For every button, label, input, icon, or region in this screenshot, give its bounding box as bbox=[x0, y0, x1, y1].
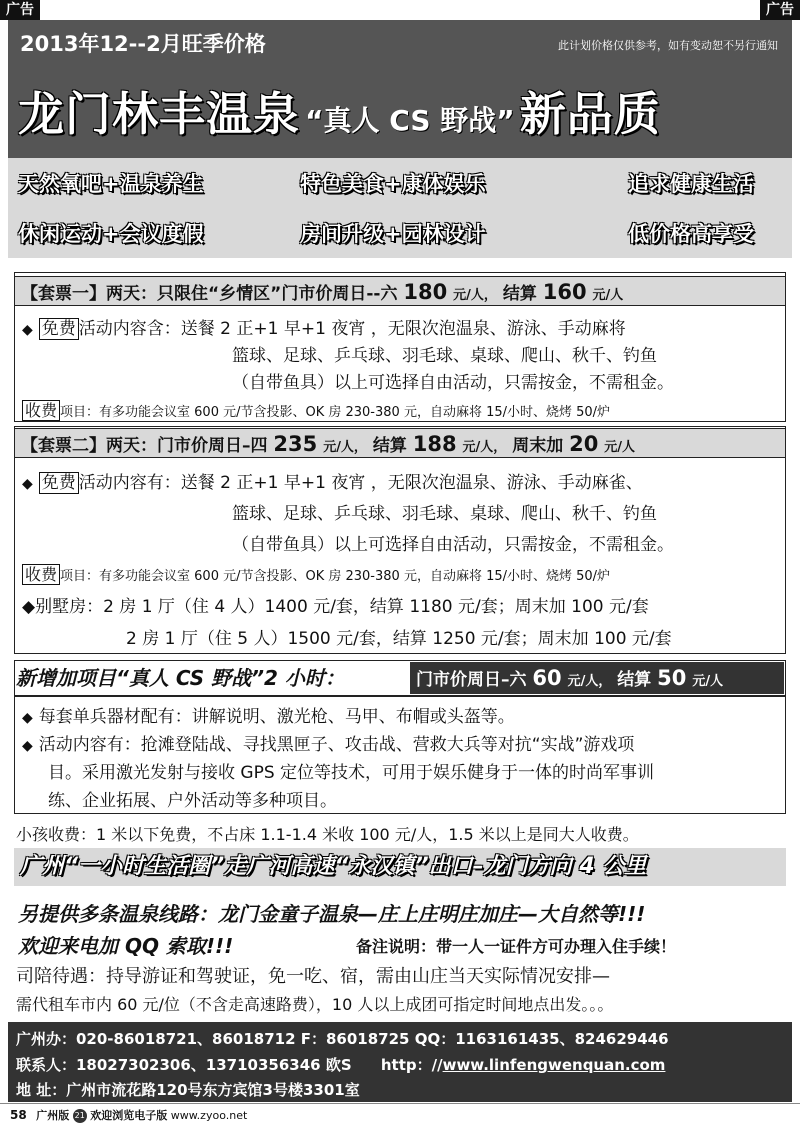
package1-settle-label: 结算 bbox=[502, 284, 537, 304]
package2-header-text: 【套票二】两天：门市价周日–四 bbox=[21, 436, 268, 456]
package1-paid-text: 项目：有多功能会议室 600 元/节含投影、OK 房 230-380 元，自动麻将 15/小时、烧烤 50/炉 bbox=[60, 405, 611, 420]
footer bbox=[10, 1107, 247, 1123]
season-heading: 2013年12--2月旺季价格 bbox=[20, 32, 266, 56]
package2-settle: 188 bbox=[412, 432, 457, 456]
cs-settle: 50 bbox=[657, 666, 687, 690]
package2-unit: 元/人， bbox=[462, 440, 507, 455]
new-quality: 新品质 bbox=[519, 87, 661, 141]
edition: 广州版 bbox=[36, 1109, 70, 1122]
price-notice: 此计划价格仅供参考，如有变动恕不另行通知 bbox=[558, 39, 778, 52]
ad-label-right: 广告 bbox=[760, 0, 800, 20]
diamond-bullet-icon: ◆ bbox=[22, 738, 33, 754]
driver-line2: 需代租车市内 60 元/位（不含走高速路费），10 人以上成团可指定时间地点出发。。。 bbox=[16, 995, 614, 1014]
feature-item: 低价格高享受 bbox=[628, 222, 754, 246]
page-number: 58 bbox=[10, 1108, 27, 1122]
cs-item2 bbox=[22, 730, 634, 755]
cs-item1-text: 每套单兵器材配有：讲解说明、激光枪、马甲、布帽或头盔等。 bbox=[38, 707, 515, 727]
package2-free-line3: （自带鱼具）以上可选择自由活动，只需按金，不需租金。 bbox=[232, 535, 674, 555]
package2-free-line2: 篮球、足球、乒乓球、羽毛球、桌球、爬山、秋千、钓鱼 bbox=[232, 504, 657, 524]
cs-item2-line3: 练、企业拓展、户外活动等多种项目。 bbox=[48, 791, 337, 811]
free-label: 免费 bbox=[39, 318, 79, 340]
contact-person-text: 联系人：18027302306、13710356346 欧S bbox=[16, 1056, 352, 1074]
package1-header-text: 【套票一】两天：只限住“乡情区”门市价周日--六 bbox=[21, 284, 398, 304]
contact-phone: 广州办：020-86018721、86018712 F：86018725 QQ：1163161435、824629446 bbox=[16, 1030, 669, 1048]
footer-site[interactable]: www.zyoo.net bbox=[170, 1109, 248, 1122]
paid-label: 收费 bbox=[22, 564, 60, 585]
extra-lines: 另提供多条温泉线路：龙门金童子温泉—庄上庄明庄加庄—大自然等!!! bbox=[18, 902, 646, 926]
package2-unit: 元/人 bbox=[604, 440, 636, 455]
package1-unit: 元/人 bbox=[592, 288, 624, 303]
website-link[interactable]: www.linfengwenquan.com bbox=[442, 1056, 666, 1074]
qq-request: 欢迎来电加 QQ 索取!!! bbox=[18, 934, 234, 958]
feature-item: 特色美食+康体娱乐 bbox=[300, 172, 486, 196]
feature-item: 房间升级+园林设计 bbox=[300, 222, 486, 246]
package1-price: 180 bbox=[403, 280, 448, 304]
package2-free-line bbox=[22, 468, 643, 493]
package1-free-line3: （自带鱼具）以上可选择自由活动，只需按金，不需租金。 bbox=[232, 373, 674, 393]
contact-person bbox=[16, 1054, 665, 1075]
ad-label-left: 广告 bbox=[0, 0, 40, 20]
cs-item1 bbox=[22, 702, 515, 727]
feature-item: 天然氧吧+温泉养生 bbox=[18, 172, 204, 196]
package1-settle: 160 bbox=[542, 280, 587, 304]
resort-title bbox=[18, 78, 661, 144]
package2-paid-line bbox=[22, 562, 610, 585]
cs-price-box bbox=[410, 662, 784, 694]
package2-paid-text: 项目：有多功能会议室 600 元/节含投影、OK 房 230-380 元，自动麻将 15/小时、烧烤 50/炉 bbox=[60, 569, 611, 584]
publisher-logo-icon: 21 bbox=[73, 1109, 87, 1123]
diamond-bullet-icon: ◆ bbox=[22, 322, 33, 338]
package1-free-line bbox=[22, 314, 626, 339]
cs-price: 60 bbox=[532, 666, 562, 690]
feature-item: 休闲运动+会议度假 bbox=[18, 222, 204, 246]
feature-item: 追求健康生活 bbox=[628, 172, 754, 196]
package1-paid-line bbox=[22, 398, 610, 421]
package1-unit: 元/人， bbox=[453, 288, 497, 303]
package1-header bbox=[14, 276, 786, 306]
package2-weekend-label: 周末加 bbox=[512, 436, 564, 456]
cs-settle-label: 结算 bbox=[617, 670, 652, 690]
villa-line1: ◆别墅房：2 房 1 厅（住 4 人）1400 元/套，结算 1180 元/套；周末加 100 元/套 bbox=[22, 597, 649, 617]
package2-price: 235 bbox=[273, 432, 318, 456]
cs-quote: “真人 CS 野战” bbox=[305, 104, 515, 137]
cs-unit: 元/人， bbox=[567, 674, 612, 689]
cs-price-text: 门市价周日–六 bbox=[416, 670, 527, 690]
package1-free-line2: 篮球、足球、乒乓球、羽毛球、桌球、爬山、秋千、钓鱼 bbox=[232, 346, 657, 366]
cs-item2-line2: 目。采用激光发射与接收 GPS 定位等技术，可用于娱乐健身于一体的时尚军事训 bbox=[48, 763, 655, 783]
paid-label: 收费 bbox=[22, 400, 60, 421]
diamond-bullet-icon: ◆ bbox=[22, 710, 33, 726]
package1-free-text: 活动内容含：送餐 2 正+1 早+1 夜宵 ，无限次泡温泉、游泳、手动麻将 bbox=[78, 319, 626, 339]
contact-address: 地 址：广州市流花路120号东方宾馆3号楼3301室 bbox=[16, 1081, 360, 1099]
resort-name: 龙门林丰温泉 bbox=[18, 87, 300, 141]
villa-line2: 2 房 1 厅（住 5 人）1500 元/套，结算 1250 元/套；周末加 100 元/套 bbox=[126, 629, 672, 649]
remark: 备注说明：带一人一证件方可办理入住手续！ bbox=[356, 937, 677, 956]
package2-settle-label: 结算 bbox=[372, 436, 407, 456]
footer-divider bbox=[0, 1103, 800, 1104]
driver-line1: 司陪待遇：持导游证和驾驶证，免一吃、宿，需由山庄当天实际情况安排— bbox=[16, 966, 610, 987]
package2-weekend: 20 bbox=[569, 432, 599, 456]
cs-unit: 元/人 bbox=[692, 674, 724, 689]
welcome-text: 欢迎浏览电子版 bbox=[90, 1109, 168, 1122]
url-prefix: http：// bbox=[380, 1056, 443, 1074]
diamond-bullet-icon: ◆ bbox=[22, 476, 33, 492]
cs-item2-text: 活动内容有：抢滩登陆战、寻找黑匣子、攻击战、营救大兵等对抗“实战”游戏项 bbox=[38, 735, 635, 755]
package2-unit: 元/人， bbox=[323, 440, 367, 455]
cs-title: 新增加项目“真人 CS 野战”2 小时： bbox=[16, 666, 345, 690]
free-label: 免费 bbox=[39, 472, 79, 494]
package2-free-text: 活动内容有：送餐 2 正+1 早+1 夜宵 ，无限次泡温泉、游泳、手动麻雀、 bbox=[78, 473, 643, 493]
child-fee: 小孩收费：1 米以下免费，不占床 1.1-1.4 米收 100 元/人，1.5 米以上是同大人收费。 bbox=[16, 825, 639, 844]
route-banner: 广州“一小时生活圈”走广河高速“永汉镇”出口–龙门方向 4 公里 bbox=[14, 848, 786, 886]
package2-header bbox=[14, 428, 786, 458]
